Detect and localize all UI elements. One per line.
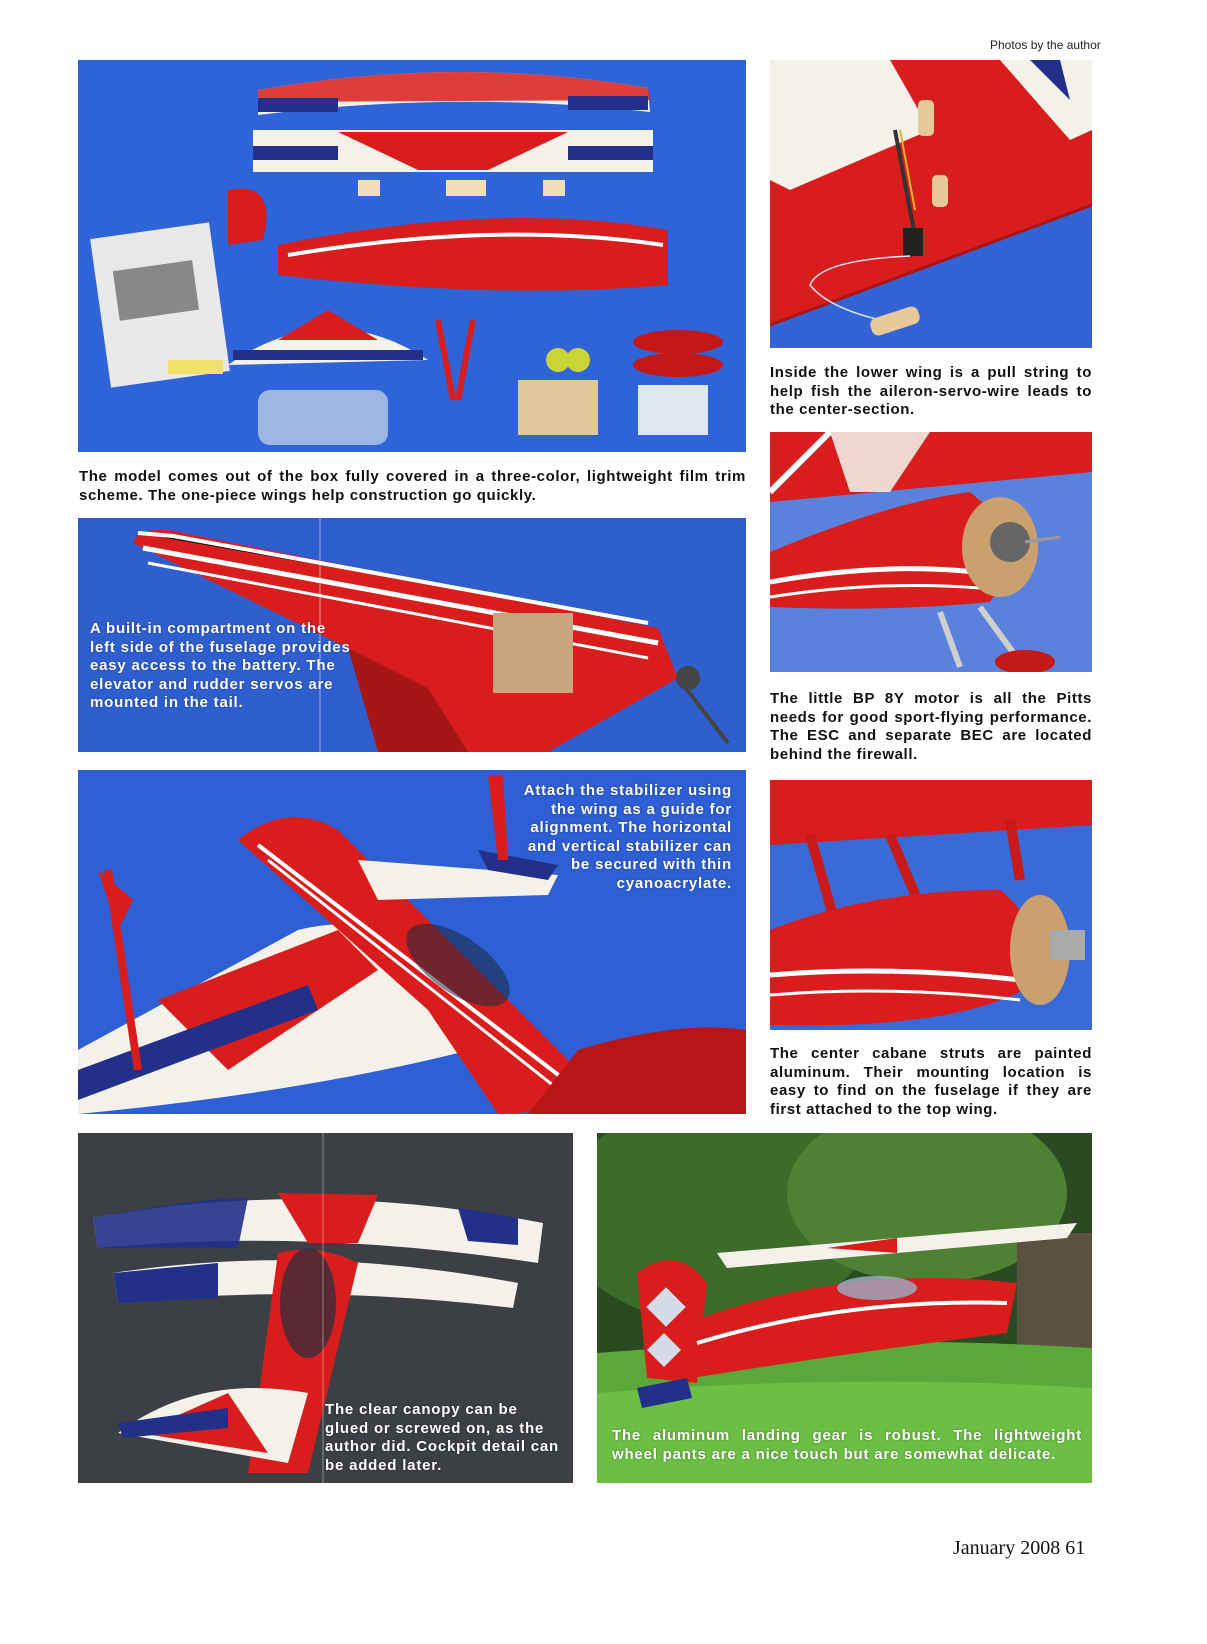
page-folio: January 2008 61 bbox=[953, 1537, 1086, 1559]
overlay-landing-gear: The aluminum landing gear is robust. The lightweight wheel pants are a nice touch but are somewhat delicate. bbox=[612, 1427, 1082, 1463]
photo-credit: Photos by the author bbox=[990, 38, 1101, 52]
photo-kit-contents bbox=[78, 60, 746, 452]
photo-motor bbox=[770, 432, 1092, 672]
caption-cabane-struts: The center cabane struts are painted aluminum. Their mounting location is easy to find on the fuselage if they are first attached to the top wing. bbox=[770, 1045, 1092, 1118]
caption-motor: The little BP 8Y motor is all the Pitts needs for good sport-flying performance. The ESC and separate BEC are located behind the firewall. bbox=[770, 690, 1092, 763]
caption-lower-wing: Inside the lower wing is a pull string to help fish the aileron-servo-wire leads to the center-section. bbox=[770, 364, 1092, 418]
overlay-fuselage-compartment: A built-in compartment on the left side of the fuselage provides easy access to the battery. The elevator and rudder servos are mounted in the tail. bbox=[90, 620, 351, 711]
caption-kit-contents: The model comes out of the box fully covered in a three-color, lightweight film trim scheme. The one-piece wings help construction go quickly. bbox=[79, 468, 746, 504]
overlay-canopy: The clear canopy can be glued or screwed on, as the author did. Cockpit detail can be added later. bbox=[325, 1401, 560, 1474]
photo-cabane-struts bbox=[770, 780, 1092, 1030]
photo-lower-wing bbox=[770, 60, 1092, 348]
overlay-stabilizer: Attach the stabilizer using the wing as a guide for alignment. The horizontal and vertical stabilizer can be secured with thin cyanoacrylate. bbox=[523, 782, 732, 892]
